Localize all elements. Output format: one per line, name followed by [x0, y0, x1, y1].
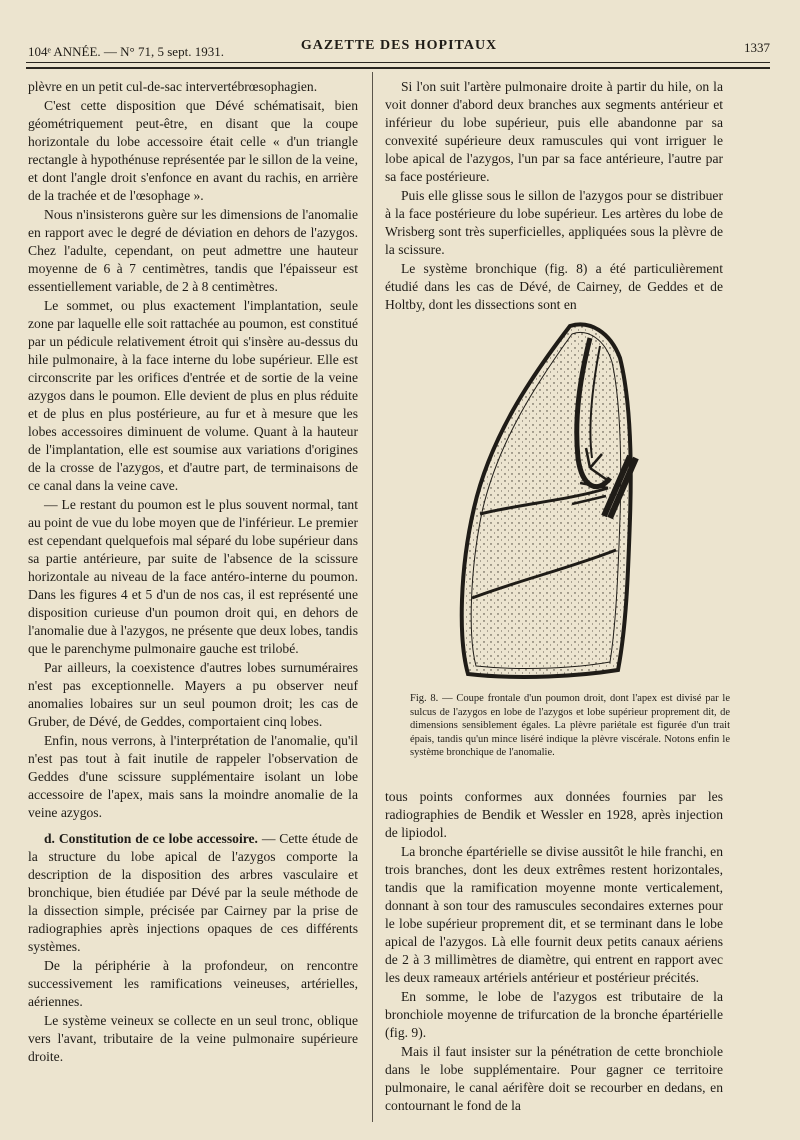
section-paragraph	[28, 830, 358, 956]
paragraph: Enfin, nous verrons, à l'interprétation de l'anomalie, qu'il n'est pas tout à fait inutile de rappeler l'observation de Geddes d'une scissure supplémentaire isolant un lobe accessoire de l'apex, mais sans la moindre anomalie de la veine azygos.	[28, 733, 358, 820]
right-column-top	[385, 78, 723, 314]
paragraph: Puis elle glisse sous le sillon de l'azygos pour se distribuer à la face postérieure du lobe supérieur. Les artères du lobe de Wrisberg sont très superficielles, appliquées sous la plèvre de la scissure.	[385, 188, 723, 257]
figure-caption: Fig. 8. — Coupe frontale d'un poumon droit, dont l'apex est divisé par le sulcus de l'azygos en lobe de l'azygos et lobe supérieur proprement dit, de dimensions sensiblement égales. La plèvre pariétale est figurée d'un trait épais, tandis qu'un mince liséré indique la plèvre viscérale. Notons enfin le système bronchique de l'anomalie.	[410, 693, 730, 758]
issue-info: 104ᵉ ANNÉE. — N° 71, 5 sept. 1931.	[28, 44, 224, 59]
paragraph: Le système veineux se collecte en un seul tronc, oblique vers l'avant, tributaire de la veine pulmonaire supérieure droite.	[28, 1013, 358, 1064]
page-number: 1337	[744, 40, 770, 55]
journal-title: GAZETTE DES HOPITAUX	[300, 38, 498, 53]
section-text: — Cette étude de la structure du lobe apical de l'azygos comporte la description de la disposition des arbres vasculaire et bronchique, bien étudiée par Dévé par la seule méthode de la dissection simple, précisée par Cairney par la prise de radiographies après injections opaques de ces différents systèmes.	[28, 831, 358, 954]
paragraph: En somme, le lobe de l'azygos est tributaire de la bronchiole moyenne de trifurcation de la bronche épartérielle (fig. 9).	[385, 989, 723, 1040]
paragraph: Le système bronchique (fig. 8) a été particulièrement étudié dans les cas de Dévé, de Cairney, de Geddes et de Holtby, dont les dissections sont en	[385, 261, 723, 312]
lung-section-figure	[440, 318, 660, 690]
paragraph: plèvre en un petit cul-de-sac intervertébrœsophagien.	[28, 79, 318, 94]
page-header	[28, 38, 770, 62]
paragraph: tous points conformes aux données fournies par les radiographies de Bendik et Wessler en 1928, après injection de lipiodol.	[385, 789, 723, 840]
left-column	[28, 78, 358, 1066]
paragraph: C'est cette disposition que Dévé schématisait, bien géométriquement peut-être, en disant que la coupe horizontale du lobe accessoire était celle « d'un triangle rectangle à hypothénuse représentée par le sillon de la veine, et dont l'angle droit s'enfonce en avant du rachis, en arrière de la trachée et de l'œsophage ».	[28, 98, 358, 203]
paragraph: Mais il faut insister sur la pénétration de cette bronchiole dans le lobe supplémentaire. Pour gagner ce territoire pulmonaire, le canal aérifère doit se recourber en dedans, en contournant le fond de la	[385, 1044, 723, 1113]
paragraph: De la périphérie à la profondeur, on rencontre successivement les ramifications veineuses, artérielles, aériennes.	[28, 958, 358, 1009]
header-rule-thick	[26, 67, 770, 69]
header-rule-thin	[26, 62, 770, 63]
section-heading: d. Constitution de ce lobe accessoire.	[44, 831, 258, 846]
paragraph: Le sommet, ou plus exactement l'implantation, seule zone par laquelle elle soit rattachée au poumon, est constitué par un pédicule relativement étroit qui s'insère au-dessus du hile pulmonaire, à la face interne du lobe supérieur. Elle est circonscrite par les orifices d'entrée et de sortie de la veine azygos dans le poumon. Elle devient de plus en plus réduite et de plus en plus postérieure, au fur et à mesure que les lobes accessoires diminuent de volume. Quant à la hauteur de l'implantation, elle est soumise aux variations d'origines de la crosse de l'azygos, et d'autre part, de terminaisons de ce canal dans la veine cave.	[28, 298, 358, 493]
paragraph: Si l'on suit l'artère pulmonaire droite à partir du hile, on la voit donner d'abord deux branches aux segments antérieur et inférieur du lobe supérieur, puis elle abandonne par sa convexité supérieure deux ramuscules qui vont irriguer le lobe apical de l'azygos, l'un par sa face antérieure, l'autre par sa face postérieure.	[385, 79, 723, 184]
paragraph: — Le restant du poumon est le plus souvent normal, tant au point de vue du lobe moyen que de l'inférieur. Le premier est cependant quelquefois mal séparé du lobe supérieur dans sa partie antérieure, par suite de l'absence de la scissure horizontale au niveau de la face antéro-interne du poumon. Dans les figures 4 et 5 d'un de nos cas, il est représenté une disposition curieuse d'un poumon droit qui, en dehors de l'anomalie due à l'azygos, ne présente que deux lobes, tandis que le parenchyme pulmonaire gauche est trilobé.	[28, 497, 358, 656]
right-column-bottom	[385, 788, 723, 1115]
column-divider	[372, 72, 373, 1122]
paragraph: Par ailleurs, la coexistence d'autres lobes surnuméraires n'est pas exceptionnelle. Mayers a pu observer neuf anomalies lobaires sur un seul poumon droit; les cas de Gruber, de Dévé, de Geddes, comportaient cinq lobes.	[28, 660, 358, 729]
paragraph: La bronche épartérielle se divise aussitôt le hile franchi, en trois branches, dont les deux extrêmes restent horizontales, tandis que la ramification moyenne monte verticalement, donnant à son tour des ramuscules secondaires externes pour le lobe supérieur proprement dit, et se terminant dans le lobe apical de l'azygos. Là elle fournit deux petits canaux aériens de 2 à 3 millimètres de diamètre, qui entrent en rapport avec les deux rameaux artériels antérieur et postérieur précités.	[385, 844, 723, 985]
paragraph: Nous n'insisterons guère sur les dimensions de l'anomalie en rapport avec le degré de déviation en dehors de l'azygos. Chez l'adulte, cependant, on peut admettre une hauteur moyenne de 6 à 7 centimètres, tandis que l'épaisseur est essentiellement variable, de 2 à 8 centimètres.	[28, 207, 358, 294]
